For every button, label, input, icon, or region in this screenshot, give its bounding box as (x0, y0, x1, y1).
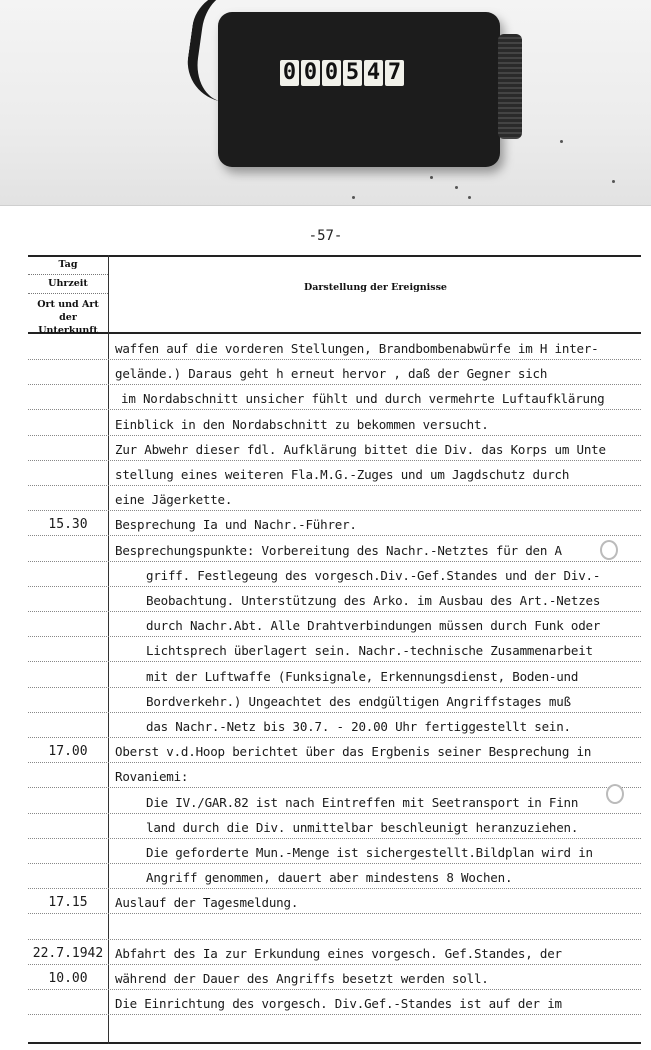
row-time: 17.15 (48, 895, 88, 911)
counter-photo (0, 0, 651, 208)
row-text: mit der Luftwaffe (Funksignale, Erkennungsdienst, Boden-und (146, 668, 579, 684)
row-time: 15.30 (48, 517, 88, 533)
table-row (28, 636, 641, 662)
row-text: Die Einrichtung des vorgesch. Div.Gef.-Standes ist auf der im (115, 996, 562, 1012)
row-text: Beobachtung. Unterstützung des Arko. im Ausbau des Art.-Netzes (146, 593, 601, 608)
header-darstellung: Darstellung der Ereignisse (304, 282, 447, 293)
counter-digit: 0 (322, 60, 341, 86)
row-text: eine Jägerkette. (115, 492, 233, 508)
table-row (28, 888, 641, 914)
row-text: im Nordabschnitt unsicher fühlt und durch vermehrte Luftaufklärung (121, 391, 605, 407)
table-row (28, 737, 641, 763)
row-text: griff. Festlegeung des vorgesch.Div.-Gef.Standes und der Div.- (146, 567, 601, 583)
row-text: Einblick in den Nordabschnitt zu bekommen versucht. (115, 416, 489, 432)
table-row (28, 762, 641, 788)
row-text: durch Nachr.Abt. Alle Drahtverbindungen müssen durch Funk oder (146, 618, 601, 634)
row-time: 17.00 (48, 744, 88, 760)
table-row (28, 611, 641, 637)
table-bottom-rule (28, 1042, 641, 1044)
counter-digit: 0 (280, 60, 299, 86)
table-row (28, 359, 641, 385)
table-row (28, 788, 641, 814)
header-ort: Ort und Art der Unterkunft (37, 299, 99, 336)
row-time: 10.00 (48, 971, 88, 986)
table-row (28, 334, 641, 360)
table-row (28, 838, 641, 864)
table-row (28, 863, 641, 889)
row-text: Angriff genommen, dauert aber mindestens 8 Wochen. (146, 870, 513, 886)
table-row (28, 662, 641, 688)
row-text: Auslauf der Tagesmeldung. (115, 895, 299, 911)
counter-knob (498, 34, 522, 139)
row-text: gelände.) Daraus geht h erneut hervor , daß der Gegner sich (115, 366, 548, 382)
counter-digit: 5 (343, 60, 362, 86)
row-text: Zur Abwehr dieser fdl. Aufklärung bittet die Div. das Korps um Unte (115, 441, 606, 457)
war-diary-page (0, 205, 651, 1050)
row-text: Oberst v.d.Hoop berichtet über das Ergbenis seiner Besprechung in (115, 744, 592, 760)
table-row (28, 510, 641, 536)
row-text: land durch die Div. unmittelbar beschleunigt heranzuziehen. (146, 819, 579, 835)
header-uhrzeit: Uhrzeit (28, 275, 108, 294)
row-text: Bordverkehr.) Ungeachtet des endgültigen Angriffstages muß (146, 693, 571, 709)
table-row (28, 384, 641, 410)
punch-hole (600, 540, 618, 560)
row-text: Abfahrt des Ia zur Erkundung eines vorgesch. Gef.Standes, der (115, 945, 562, 961)
counter-digit: 4 (364, 60, 383, 86)
row-text: stellung eines weiteren Fla.M.G.-Zuges und um Jagdschutz durch (115, 467, 570, 482)
table-row (28, 989, 641, 1015)
table-row (28, 687, 641, 713)
table-row (28, 536, 641, 562)
table-row (28, 939, 641, 965)
left-column-header (28, 256, 108, 336)
row-text: Die geforderte Mun.-Menge ist sichergestellt.Bildplan wird in (146, 845, 593, 860)
row-text: Die IV./GAR.82 ist nach Eintreffen mit Seetransport in Finn (146, 794, 579, 810)
counter-digit: 0 (301, 60, 320, 86)
row-text: das Nachr.-Netz bis 30.7. - 20.00 Uhr fertiggestellt sein. (146, 719, 571, 734)
page-number: -57- (308, 228, 343, 244)
table-row (28, 485, 641, 511)
row-text: während der Dauer des Angriffs besetzt werden soll. (115, 971, 489, 986)
header-tag: Tag (28, 256, 108, 275)
counter-digits (280, 60, 404, 90)
row-time: 22.7.1942 (32, 945, 104, 961)
table-row (28, 410, 641, 436)
row-text: waffen auf die vorderen Stellungen, Brandbombenabwürfe im H inter- (115, 341, 599, 356)
row-text: Besprechungspunkte: Vorbereitung des Nachr.-Netztes für den A (115, 542, 562, 558)
table-row (28, 964, 641, 990)
table-row (28, 914, 641, 940)
table-row (28, 561, 641, 587)
mechanical-counter (218, 12, 500, 167)
table-row (28, 435, 641, 461)
counter-digit: 7 (385, 60, 404, 86)
table-row (28, 586, 641, 612)
row-text: Besprechung Ia und Nachr.-Führer. (115, 517, 357, 533)
row-text: Rovaniemi: (115, 769, 189, 785)
table-row (28, 460, 641, 486)
table-top-rule (28, 255, 641, 257)
table-row (28, 712, 641, 738)
row-text: Lichtsprech überlagert sein. Nachr.-technische Zusammenarbeit (146, 643, 593, 659)
table-row (28, 813, 641, 839)
punch-hole (606, 784, 624, 804)
